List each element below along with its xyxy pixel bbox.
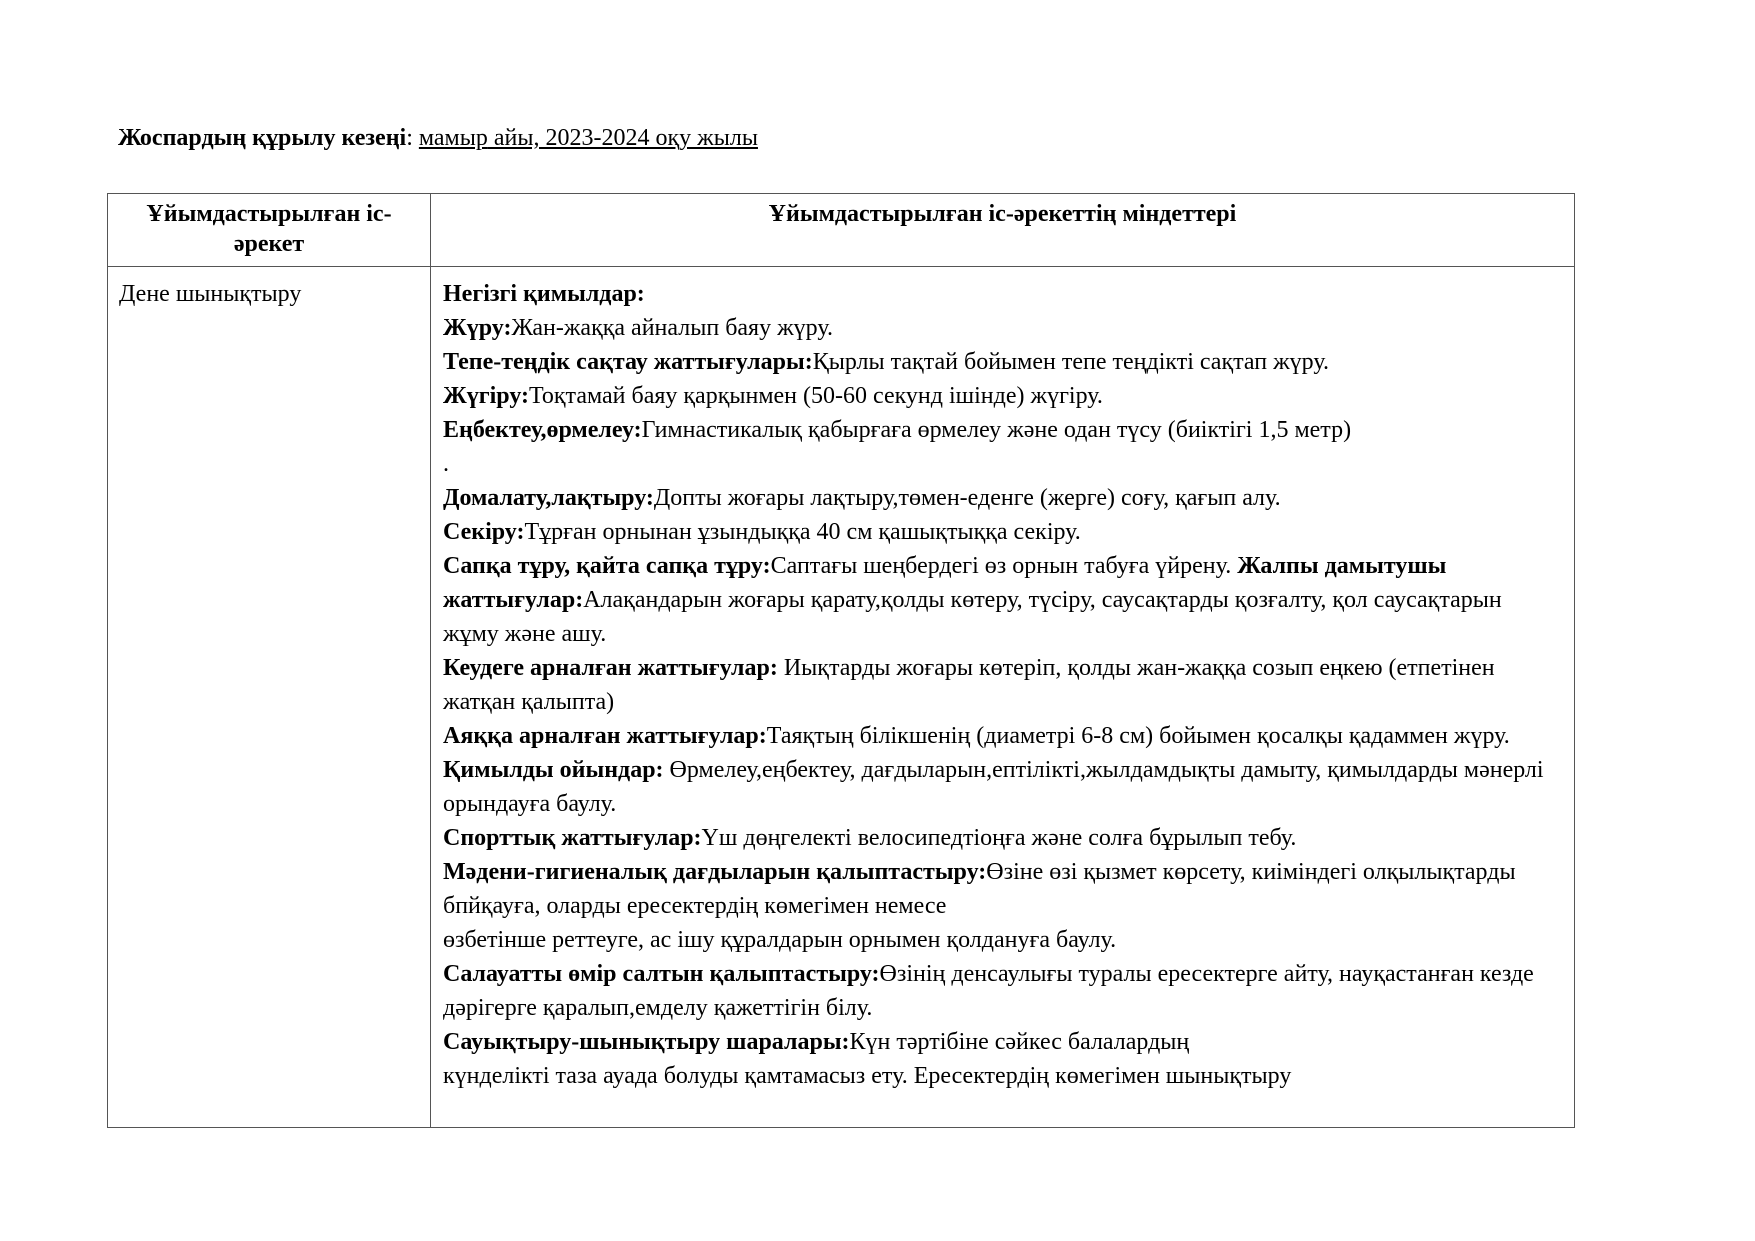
plan-table: [107, 193, 1575, 1128]
table-row: [108, 267, 1575, 1128]
task-item-games: Қимылды ойындар: Өрмелеу,еңбектеу, дағдыларын,ептілікті,жылдамдықты дамыту, қимылдарды мәнерлі орындауға баулу.: [443, 757, 1544, 817]
plan-period-value: [419, 125, 758, 151]
task-item-throwing: Домалату,лақтыру:Допты жоғары лақтыру,төмен-еденге (жерге) соғу, қағып алу.: [443, 485, 1281, 511]
task-item-legs: Аяққа арналған жаттығулар:Таяқтың білікшенің (диаметрі 6-8 см) бойымен қосалқы қадаммен жүру.: [443, 723, 1510, 749]
task-item-chest: Кеудеге арналған жаттығулар: Иықтарды жоғары көтеріп, қолды жан-жаққа созып еңкею (етпетінен жатқан қалыпта): [443, 655, 1495, 715]
column-header-activity: Ұйымдастырылған іс-әрекет: [108, 194, 431, 267]
plan-period-label: Жоспардың құрылу кезеңі: [118, 125, 407, 151]
task-item-walking: Жүру:Жан-жаққа айналып баяу жүру.: [443, 315, 833, 341]
task-item-health-measures: Сауықтыру-шынықтыру шаралары:Күн тәртібіне сәйкес балалардың күнделікті таза ауада болуды қамтамасыз ету. Ересектердің көмегімен шынықтыру: [443, 1029, 1292, 1089]
plan-period-heading: [118, 122, 758, 154]
activity-cell: Дене шынықтыру: [108, 267, 431, 1128]
table-header-row: [108, 194, 1575, 267]
heading-colon: :: [406, 125, 419, 151]
task-item-formation: Сапқа тұру, қайта сапқа тұру:Саптағы шеңбердегі өз орнын табуға үйрену. Жалпы дамытушы жаттығулар:Алақандарын жоғары қарату,қолды көтеру, түсіру, саусақтарды қозғалту, қол саусақтарын жұму және ашу.: [443, 553, 1502, 647]
task-item-healthy-lifestyle: Салауатты өмір салтын қалыптастыру:Өзінің денсаулығы туралы ересектерге айту, науқастанған кезде дәрігерге қаралып,емделу қажеттігін білу.: [443, 961, 1534, 1021]
task-item-climbing: Еңбектеу,өрмелеу:Гимнастикалық қабырғаға өрмелеу және одан түсу (биіктігі 1,5 метр) .: [443, 417, 1352, 477]
task-item-hygiene: Мәдени-гигиеналық дағдыларын қалыптастыру:Өзіне өзі қызмет көрсету, киіміндегі олқылықтарды бпйқауға, оларды ересектердің көмегімен немесе өзбетінше реттеуге, ас ішу құралдарын орнымен қолдануға баулу.: [443, 859, 1516, 953]
column-header-tasks: Ұйымдастырылған іс-әрекеттің міндеттері: [431, 194, 1575, 267]
task-item-running: Жүгіру:Тоқтамай баяу қарқынмен (50-60 секунд ішінде) жүгіру.: [443, 383, 1103, 409]
task-item-balance: Тепе-теңдік сақтау жаттығулары:Қырлы тақтай бойымен тепе теңдікті сақтап жүру.: [443, 349, 1329, 375]
tasks-title: Негізгі қимылдар:: [443, 281, 645, 307]
tasks-cell: [431, 267, 1575, 1128]
task-item-general-development-text: Алақандарын жоғары қарату,қолды көтеру, түсіру, саусақтарды қозғалту, қол саусақтарын жұму және ашу.: [443, 587, 1502, 647]
task-item-jumping: Секіру:Тұрған орнынан ұзындыққа 40 см қашықтыққа секіру.: [443, 519, 1081, 545]
year-value: айы, 2023-2024 оқу жылы: [487, 125, 758, 151]
task-item-sports: Спорттық жаттығулар:Үш дөңгелекті велосипедтіоңға және солға бұрылып тебу.: [443, 825, 1297, 851]
task-item-general-development-label: Жалпы дамытушы жаттығулар:: [443, 553, 1447, 613]
month-value: мамыр: [418, 125, 488, 151]
